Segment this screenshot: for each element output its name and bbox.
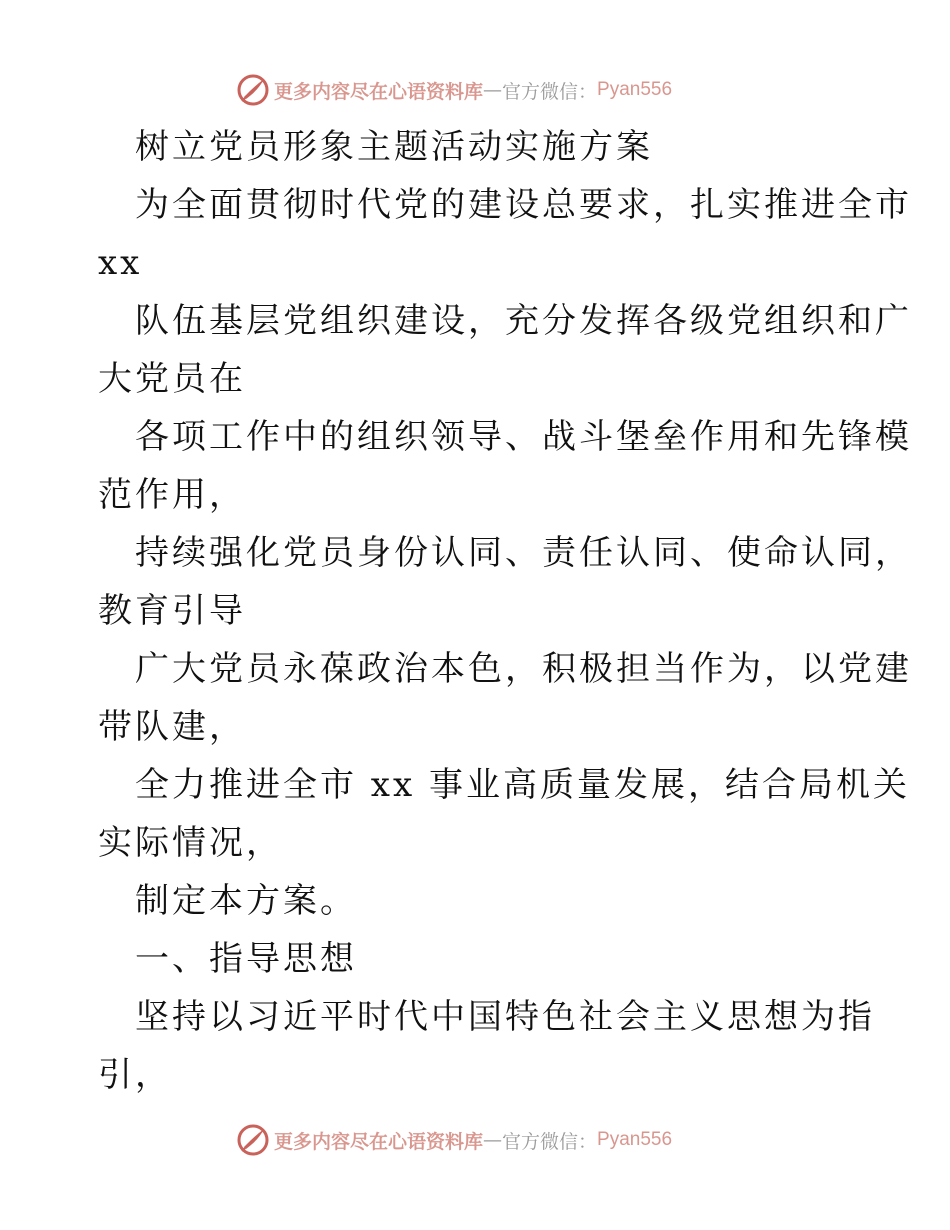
footer-watermark: [236, 1123, 672, 1157]
header-watermark: [236, 73, 672, 107]
paragraph-line: 制定本方案。: [135, 881, 357, 921]
quill-logo-icon: [236, 73, 270, 107]
paragraph-line: 全力推进全市 xx 事业高质量发展，结合局机关: [135, 765, 910, 805]
paragraph-line: 实际情况，: [98, 823, 283, 863]
paragraph-line: 范作用，: [98, 475, 246, 515]
paragraph-line: 持续强化党员身份认同、责任认同、使命认同，: [135, 533, 912, 573]
quill-logo-icon: [236, 1123, 270, 1157]
watermark-wechat-label: 官方微信：: [502, 1130, 598, 1153]
document-body: [98, 118, 912, 1104]
watermark-wechat-id: Pyan556: [597, 79, 673, 100]
paragraph-line: 教育引导: [98, 591, 246, 631]
paragraph-line: 为全面贯彻时代党的建设总要求，扎实推进全市: [135, 185, 912, 225]
section-heading: 一、指导思想: [135, 939, 357, 979]
paragraph-line: 引，: [98, 1055, 172, 1095]
paragraph-line: 队伍基层党组织建设，充分发挥各级党组织和广: [135, 301, 912, 341]
paragraph-line: 带队建，: [98, 707, 246, 747]
paragraph-line: xx: [98, 243, 143, 283]
watermark-separator: —: [483, 79, 503, 101]
watermark-wechat-id: Pyan556: [597, 1129, 673, 1150]
paragraph-line: 各项工作中的组织领导、战斗堡垒作用和先锋模: [135, 417, 912, 457]
paragraph-line: 大党员在: [98, 359, 246, 399]
watermark-brand: 更多内容尽在心语资料库: [274, 1130, 484, 1153]
paragraph-line: 广大党员永葆政治本色，积极担当作为，以党建: [135, 649, 912, 689]
watermark-separator: —: [483, 1129, 503, 1151]
paragraph-line: 坚持以习近平时代中国特色社会主义思想为指: [135, 997, 875, 1037]
document-title: 树立党员形象主题活动实施方案: [135, 127, 653, 167]
watermark-brand: 更多内容尽在心语资料库: [274, 80, 484, 103]
watermark-wechat-label: 官方微信：: [502, 80, 598, 103]
